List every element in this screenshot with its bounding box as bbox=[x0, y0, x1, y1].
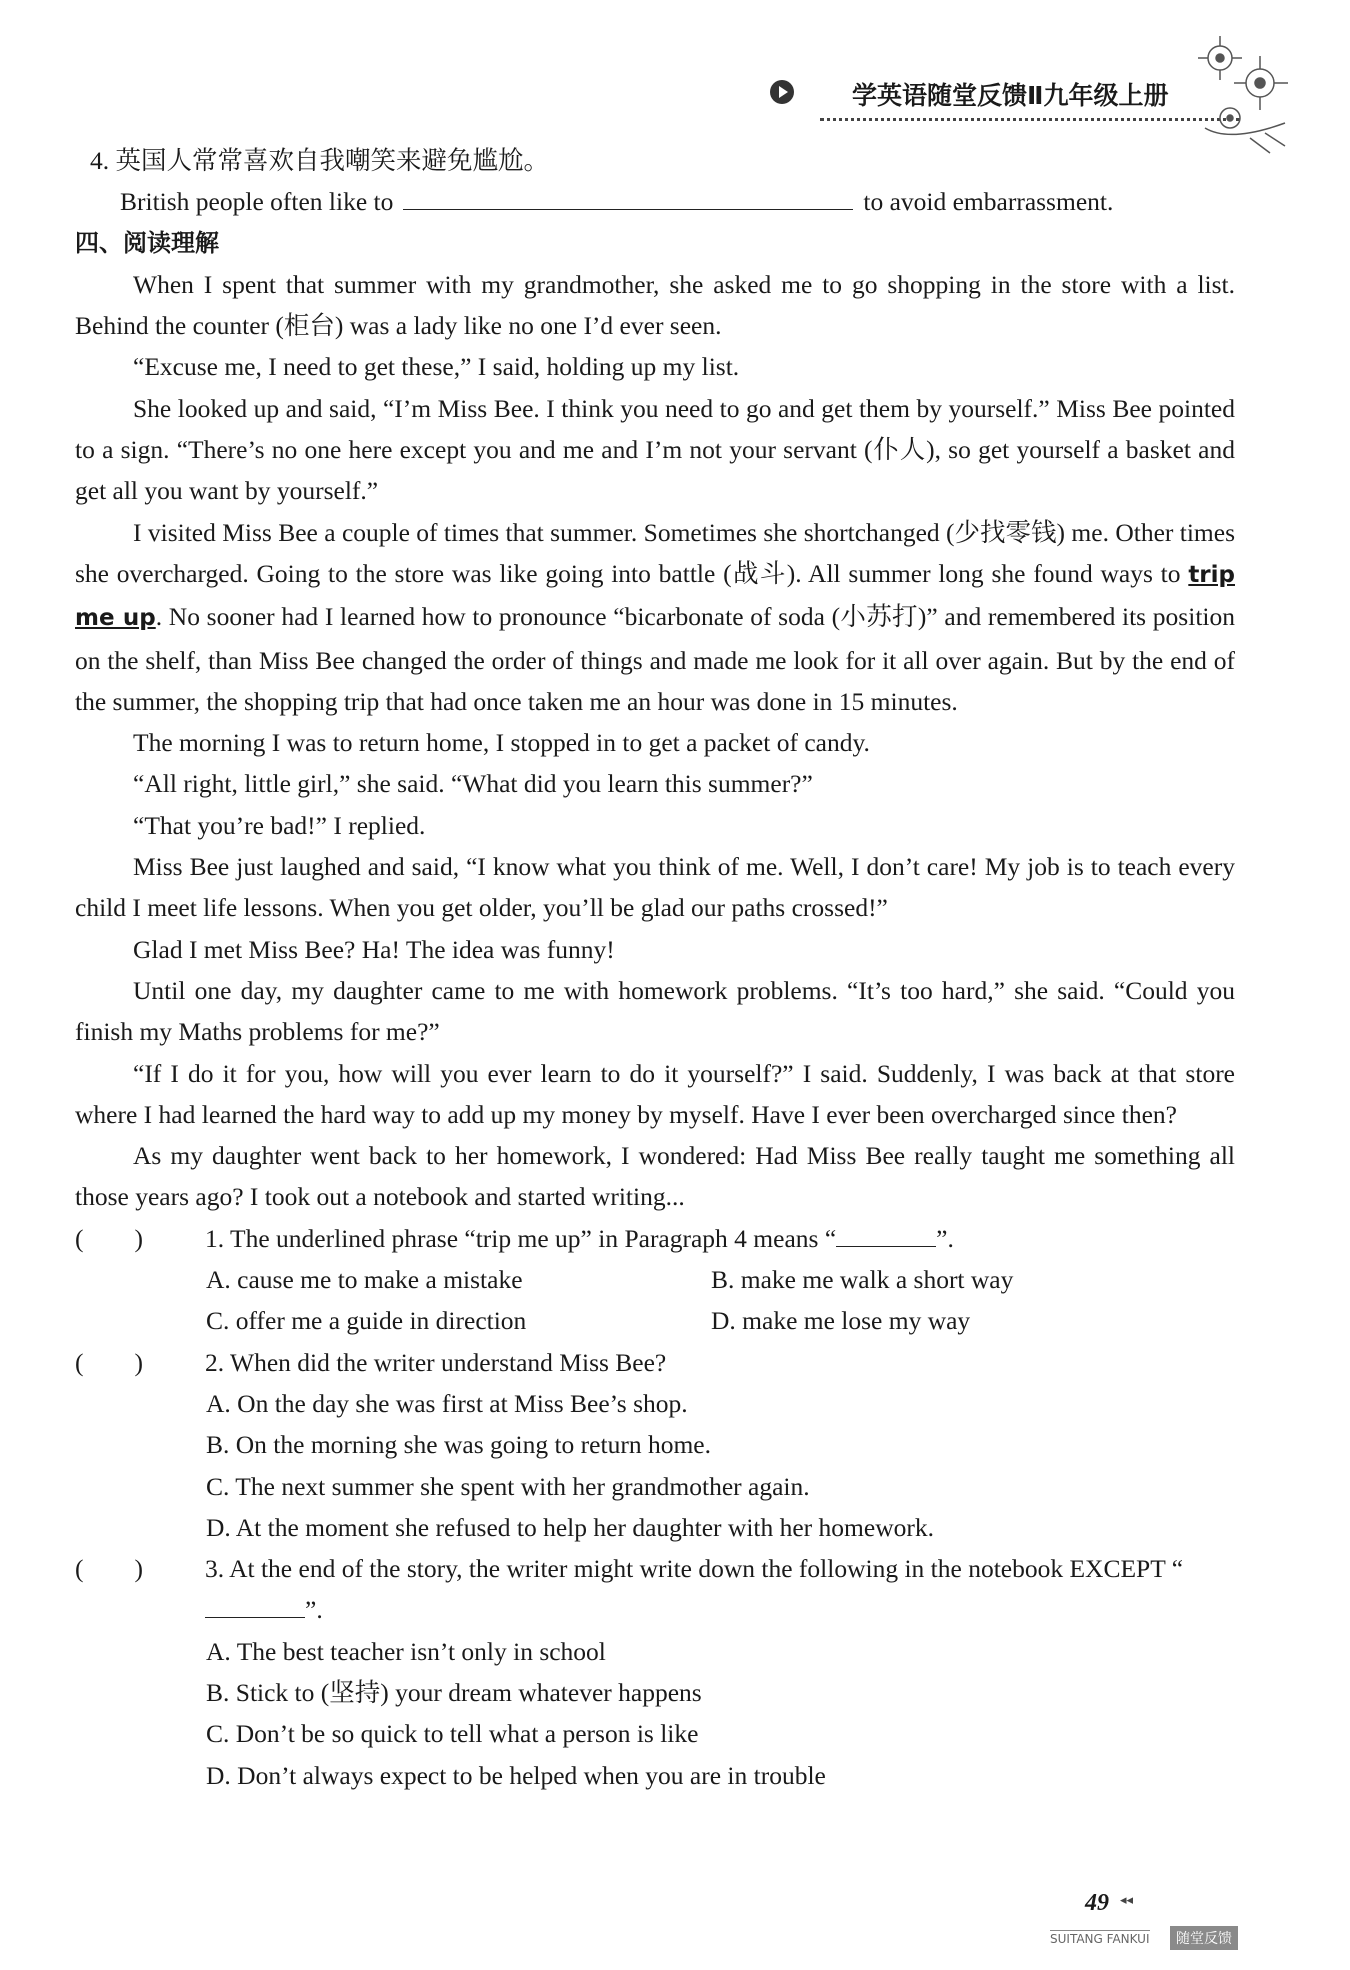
answer-bracket[interactable]: ( ) bbox=[75, 1554, 143, 1584]
option: A. On the day she was first at Miss Bee’s shop. bbox=[206, 1388, 688, 1418]
option: C. Don’t be so quick to tell what a person is like bbox=[206, 1719, 699, 1749]
passage-paragraph-12: As my daughter went back to her homework, I wondered: Had Miss Bee really taught me something all those years ago? I took out a notebook and started writing... bbox=[75, 1141, 1235, 1212]
header-dotted-rule bbox=[820, 118, 1240, 121]
page-content bbox=[75, 140, 1235, 1796]
option: D. make me lose my way bbox=[711, 1306, 971, 1336]
question-1-stem-b: ”. bbox=[936, 1223, 954, 1253]
option: C. The next summer she spent with her grandmother again. bbox=[206, 1471, 810, 1501]
passage-paragraph-5: The morning I was to return home, I stopped in to get a packet of candy. bbox=[133, 728, 870, 758]
translation-sentence bbox=[75, 181, 1235, 222]
underlined-phrase: trip me up bbox=[75, 561, 1235, 632]
section-title: 四、阅读理解 bbox=[75, 228, 219, 257]
passage-paragraph-2: “Excuse me, I need to get these,” I said, holding up my list. bbox=[133, 352, 740, 382]
book-title: 学英语随堂反馈Ⅱ九年级上册 bbox=[852, 81, 1169, 110]
question-1-options-row-1 bbox=[75, 1259, 1235, 1300]
translation-prefix: British people often like to bbox=[120, 187, 394, 217]
passage-paragraph-11: “If I do it for you, how will you ever learn to do it yourself?” I said. Suddenly, I was back at that store where I had learned the hard way to add up my money by myself. Have I ever been overcharged since then? bbox=[75, 1058, 1235, 1129]
question-3 bbox=[75, 1548, 1235, 1631]
p4-part-a: I visited Miss Bee a couple of times that summer. Sometimes she shortchanged (少找零钱) me. Other times she overcharged. Going to the store was like going into battle (战斗). All summer long she found ways to bbox=[75, 517, 1235, 588]
play-icon bbox=[770, 80, 794, 104]
question-3-stem-b: ”. bbox=[305, 1595, 323, 1625]
passage-paragraph-8: Miss Bee just laughed and said, “I know what you think of me. Well, I don’t care! My job is to teach every child I meet life lessons. When you get older, you’ll be glad our paths crossed!” bbox=[75, 852, 1235, 923]
option: B. Stick to (坚持) your dream whatever happens bbox=[206, 1677, 702, 1707]
page-number: 49 bbox=[1085, 1890, 1109, 1916]
translation-suffix: to avoid embarrassment. bbox=[863, 187, 1114, 217]
question-1 bbox=[75, 1218, 1235, 1259]
passage-paragraph-1: When I spent that summer with my grandmother, she asked me to go shopping in the store with a list. Behind the counter (柜台) was a lady like no one I’d ever seen. bbox=[75, 269, 1235, 341]
option: A. The best teacher isn’t only in school bbox=[206, 1636, 606, 1666]
option: B. On the morning she was going to return home. bbox=[206, 1430, 711, 1460]
brand-english: SUITANG FANKUI bbox=[1050, 1932, 1150, 1946]
brand-chinese: 随堂反馈 bbox=[1170, 1926, 1238, 1950]
option: A. cause me to make a mistake bbox=[206, 1265, 523, 1295]
question-1-options-row-2 bbox=[75, 1300, 1235, 1341]
flower-decoration-icon bbox=[1190, 28, 1300, 158]
question-1-blank bbox=[836, 1226, 936, 1247]
passage-paragraph-4 bbox=[75, 512, 1235, 722]
question-2-stem: 2. When did the writer understand Miss Bee? bbox=[205, 1347, 667, 1377]
footer-brand bbox=[1050, 1926, 1260, 1948]
translation-prompt: 4. 英国人常常喜欢自我嘲笑来避免尴尬。 bbox=[90, 146, 550, 175]
option: D. At the moment she refused to help her daughter with her homework. bbox=[206, 1512, 934, 1542]
question-2 bbox=[75, 1342, 1235, 1383]
p4-part-b: . No sooner had I learned how to pronounce “bicarbonate of soda (小苏打)” and remembered its position on the shelf, than Miss Bee changed the order of things and made me look for it all over again. But by the end of the summer, the shopping trip that had once taken me an hour was done in 15 minutes. bbox=[75, 602, 1235, 716]
passage-paragraph-7: “That you’re bad!” I replied. bbox=[133, 810, 426, 840]
passage-paragraph-10: Until one day, my daughter came to me with homework problems. “It’s too hard,” she said. “Could you finish my Maths problems for me?” bbox=[75, 975, 1235, 1047]
answer-blank[interactable] bbox=[403, 187, 853, 210]
passage-paragraph-9: Glad I met Miss Bee? Ha! The idea was funny! bbox=[133, 934, 615, 964]
option: B. make me walk a short way bbox=[711, 1265, 1014, 1295]
question-3-blank bbox=[205, 1597, 305, 1618]
passage-paragraph-6: “All right, little girl,” she said. “What did you learn this summer?” bbox=[133, 769, 813, 799]
question-1-stem-a: 1. The underlined phrase “trip me up” in Paragraph 4 means “ bbox=[205, 1223, 837, 1253]
arrows-icon: ◂◂ bbox=[1120, 1892, 1134, 1907]
question-3-stem-a: 3. At the end of the story, the writer might write down the following in the notebook EXCEPT “ bbox=[205, 1554, 1184, 1584]
option: D. Don’t always expect to be helped when you are in trouble bbox=[206, 1760, 826, 1790]
option: C. offer me a guide in direction bbox=[206, 1306, 527, 1336]
answer-bracket[interactable]: ( ) bbox=[75, 1223, 143, 1253]
passage-paragraph-3: She looked up and said, “I’m Miss Bee. I think you need to go and get them by yourself.” Miss Bee pointed to a sign. “There’s no one here except you and me and I’m not your servant (仆人), so get yourself a basket and get all you want by yourself.” bbox=[75, 393, 1235, 506]
answer-bracket[interactable]: ( ) bbox=[75, 1347, 143, 1377]
